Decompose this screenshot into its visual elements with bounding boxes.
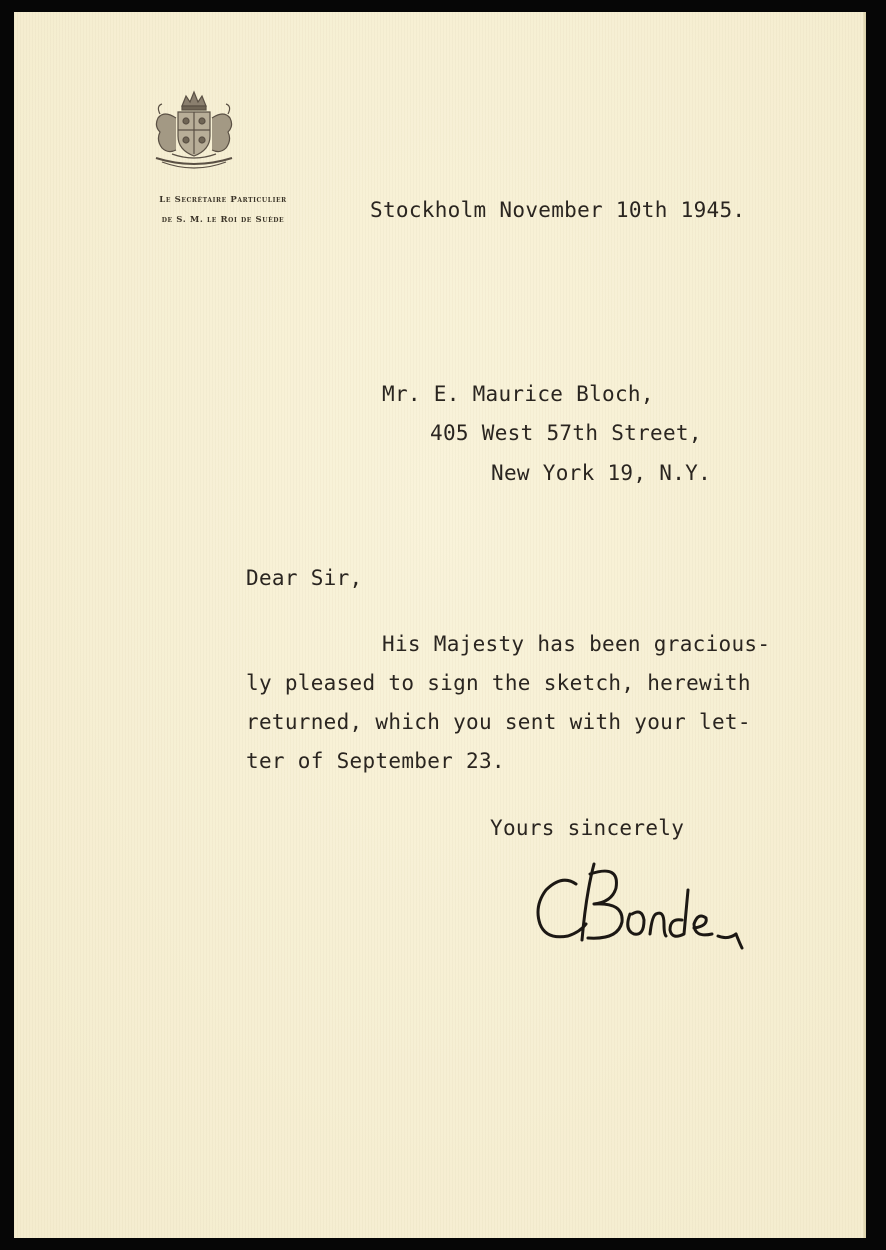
body-line-1: His Majesty has been gracious- — [382, 632, 771, 656]
swedish-royal-coat-of-arms-icon — [142, 88, 246, 176]
handwritten-signature-icon — [532, 844, 752, 974]
address-city: New York 19, N.Y. — [491, 461, 712, 485]
letterhead-line-2: de S. M. le Roi de Suède — [161, 215, 285, 225]
body-line-4: ter of September 23. — [246, 749, 505, 773]
closing: Yours sincerely — [490, 816, 685, 840]
body-line-3: returned, which you sent with your let- — [246, 710, 751, 734]
address-street: 405 West 57th Street, — [430, 421, 702, 445]
date-line: Stockholm November 10th 1945. — [370, 198, 746, 222]
paper-edge — [863, 12, 866, 1238]
address-name: Mr. E. Maurice Bloch, — [382, 382, 654, 406]
letter-paper — [14, 12, 866, 1238]
salutation: Dear Sir, — [246, 566, 363, 590]
body-line-2: ly pleased to sign the sketch, herewith — [246, 671, 751, 695]
letterhead — [70, 190, 376, 230]
letterhead-line-1: Le Secrétaire Particulier — [159, 195, 287, 205]
